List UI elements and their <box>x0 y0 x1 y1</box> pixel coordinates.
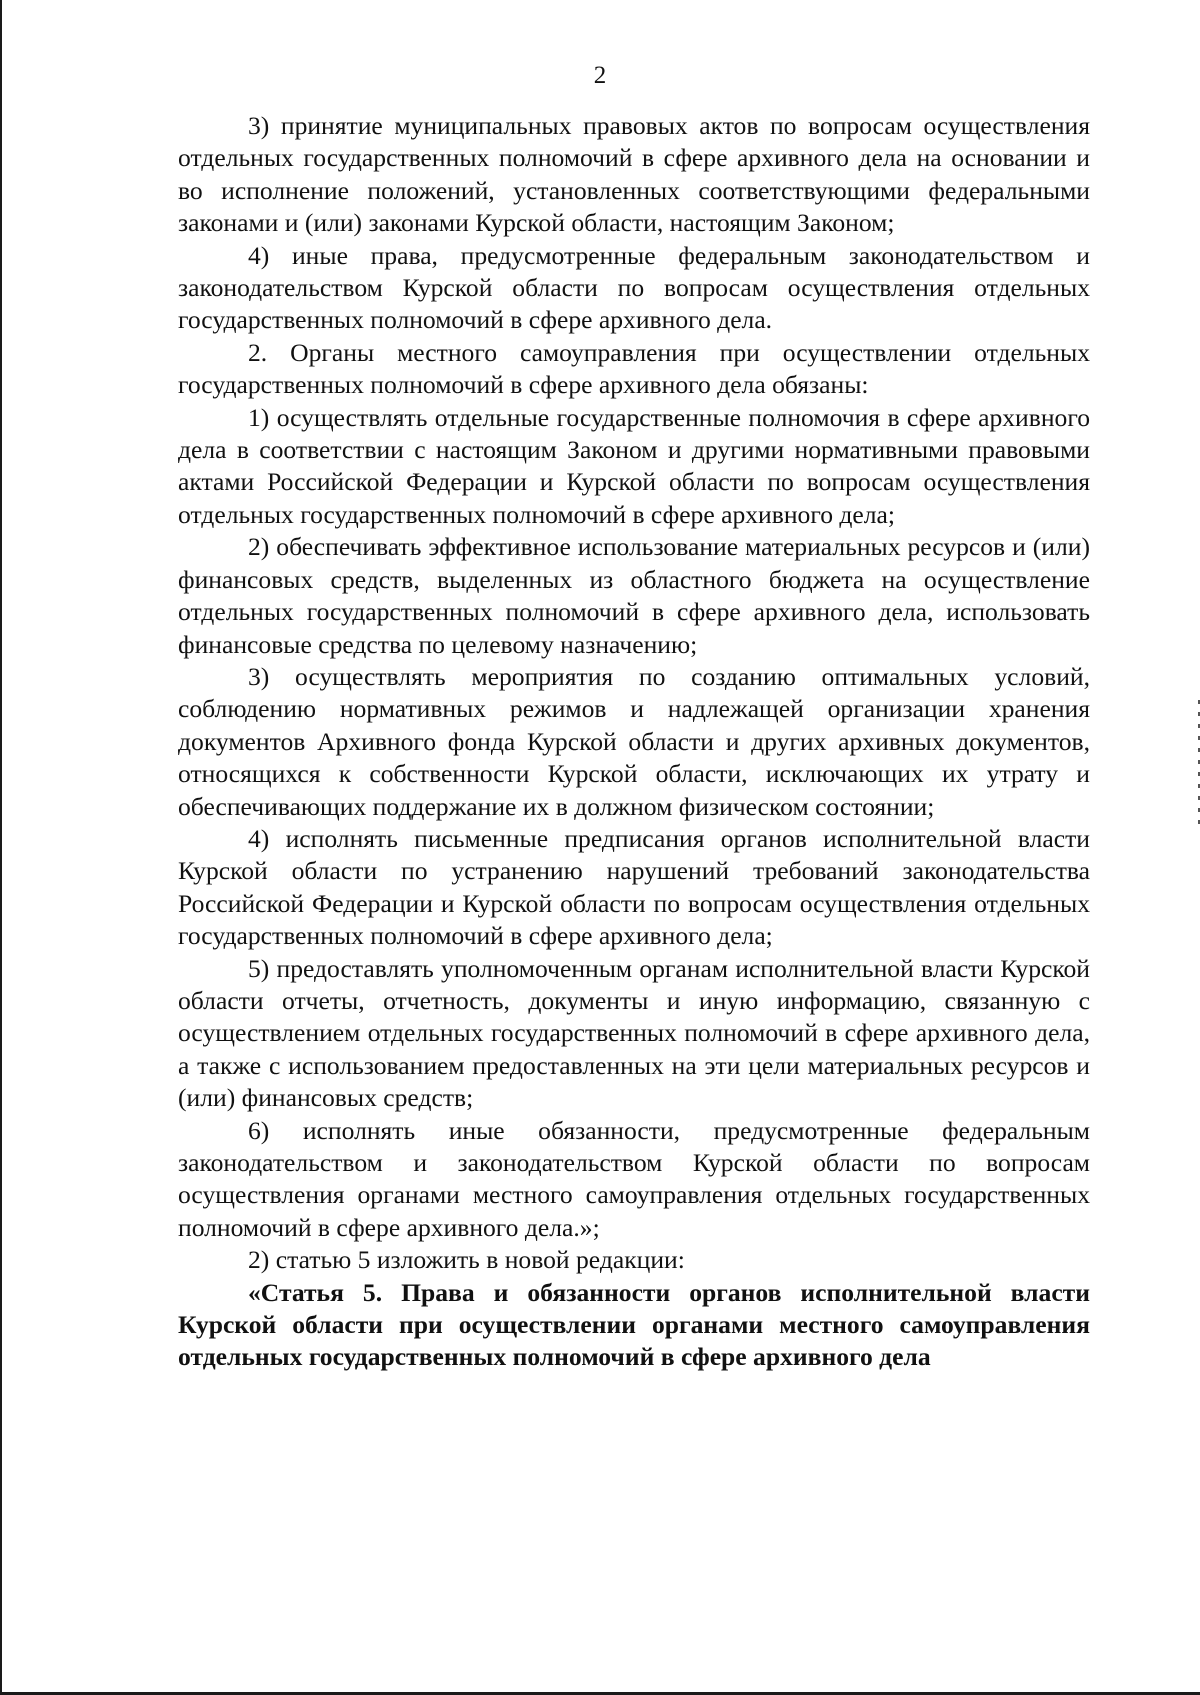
page-number: 2 <box>593 62 607 89</box>
article-heading: «Статья 5. Права и обязанности органов исполнительной власти Курской области при осуществлении органами местного самоуправления отдельных государственных полномочий в сфере архивного дела <box>178 1277 1090 1372</box>
paragraph: 5) предоставлять уполномоченным органам исполнительной власти Курской области отчеты, отчетность, документы и иную информацию, связанную с осуществлением отдельных государственных полномочий в сфере архивного дела, а также с использованием предоставленных на эти цели материальных ресурсов и (или) финансовых средств; <box>178 953 1090 1113</box>
scan-edge-left <box>0 0 2 1695</box>
paragraph: 1) осуществлять отдельные государственные полномочия в сфере архивного дела в соответствии с настоящим Законом и другими нормативными правовыми актами Российской Федерации и Курской области по вопросам осуществления отдельных государственных полномочий в сфере архивного дела; <box>178 402 1090 529</box>
paragraph: 3) принятие муниципальных правовых актов по вопросам осуществления отдельных государственных полномочий в сфере архивного дела на основании и во исполнение положений, установленных соответствующими федеральными законами и (или) законами Курской области, настоящим Законом; <box>178 111 1090 238</box>
paragraph: 2) статью 5 изложить в новой редакции: <box>248 1245 685 1275</box>
paragraph: 4) иные права, предусмотренные федеральным законодательством и законодательством Курской области по вопросам осуществления отдельных государственных полномочий в сфере архивного дела. <box>178 240 1090 335</box>
document-body <box>178 110 1090 1374</box>
paragraph: 4) исполнять письменные предписания органов исполнительной власти Курской области по устранению нарушений требований законодательства Российской Федерации и Курской области по вопросам осуществления отдельных государственных полномочий в сфере архивного дела; <box>178 823 1090 951</box>
paragraph: 2. Органы местного самоуправления при осуществлении отдельных государственных полномочий в сфере архивного дела обязаны: <box>178 337 1090 400</box>
paragraph: 2) обеспечивать эффективное использование материальных ресурсов и (или) финансовых средств, выделенных из областного бюджета на осуществление отдельных государственных полномочий в сфере архивного дела, использовать финансовые средства по целевому назначению; <box>178 532 1090 659</box>
paragraph: 3) осуществлять мероприятия по созданию оптимальных условий, соблюдению нормативных режимов и надлежащей организации хранения документов Архивного фонда Курской области и других архивных документов, относящихся к собственности Курской области, исключающих их утрату и обеспечивающих поддержание их в должном физическом состоянии; <box>178 661 1090 821</box>
paragraph: 6) исполнять иные обязанности, предусмотренные федеральным законодательством и законодательством Курской области по вопросам осуществления органами местного самоуправления отдельных государственных полномочий в сфере архивного дела.»; <box>178 1115 1090 1242</box>
